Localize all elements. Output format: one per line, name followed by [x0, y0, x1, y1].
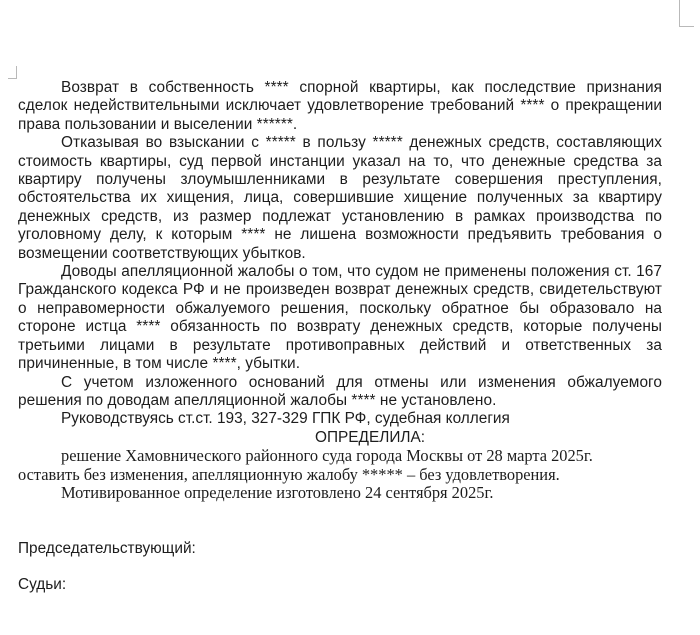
- judges-label: Судьи:: [18, 576, 67, 593]
- right-margin-corner-mark: [679, 0, 694, 27]
- left-margin-corner-mark: [8, 66, 17, 79]
- decision-line-2: оставить без изменения, апелляционную жалобу ***** – без удовлетворения.: [18, 464, 560, 484]
- decision-line-1: решение Хамовнического районного суда города Москвы от 28 марта 2025г.: [61, 446, 593, 466]
- document-body: [18, 79, 662, 502]
- paragraph-appeal-arguments: Доводы апелляционной жалобы о том, что судом не применены положения ст. 167 Гражданского кодекса РФ и не произведен возврат денежных средств, свидетельствуют о неправомерности обжалуемого решения, поскольку обратное бы образовало на стороне истца **** обязанность по возврату денежных средств, которые получены третьими лицами в результате противоправных действий и ответственных за причиненные, в том числе ****, убытки.: [18, 263, 662, 373]
- paragraph-refusal-recovery: Отказывая во взыскании с ***** в пользу ***** денежных средств, составляющих стоимость квартиры, суд первой инстанции указал на то, что денежные средства за квартиру получены злоумышленниками в результате совершения преступления, обстоятельства их хищения, лица, совершившие хищение полученных за квартиру денежных средств, из размер подлежат установлению в рамках производства по уголовному делу, к которым **** не лишена возможности предъявить требования о возмещении соответствующих убытков.: [18, 134, 662, 262]
- presiding-judge-label: Председательствующий:: [18, 540, 196, 557]
- guided-by-line: Руководствуясь ст.ст. 193, 327-329 ГПК РФ, судебная коллегия: [61, 410, 510, 428]
- paragraph-return-property: Возврат в собственность **** спорной квартиры, как последствие признания сделок недействительными исключает удовлетворение требований **** о прекращении права пользовании и выселении ******.: [18, 79, 662, 133]
- motivated-decision-line: Мотивированное определение изготовлено 24 сентября 2025г.: [61, 482, 494, 502]
- decision-heading: ОПРЕДЕЛИЛА:: [314, 428, 426, 446]
- paragraph-no-grounds: С учетом изложенного оснований для отмены или изменения обжалуемого решения по доводам апелляционной жалобы **** не установлено.: [18, 373, 662, 409]
